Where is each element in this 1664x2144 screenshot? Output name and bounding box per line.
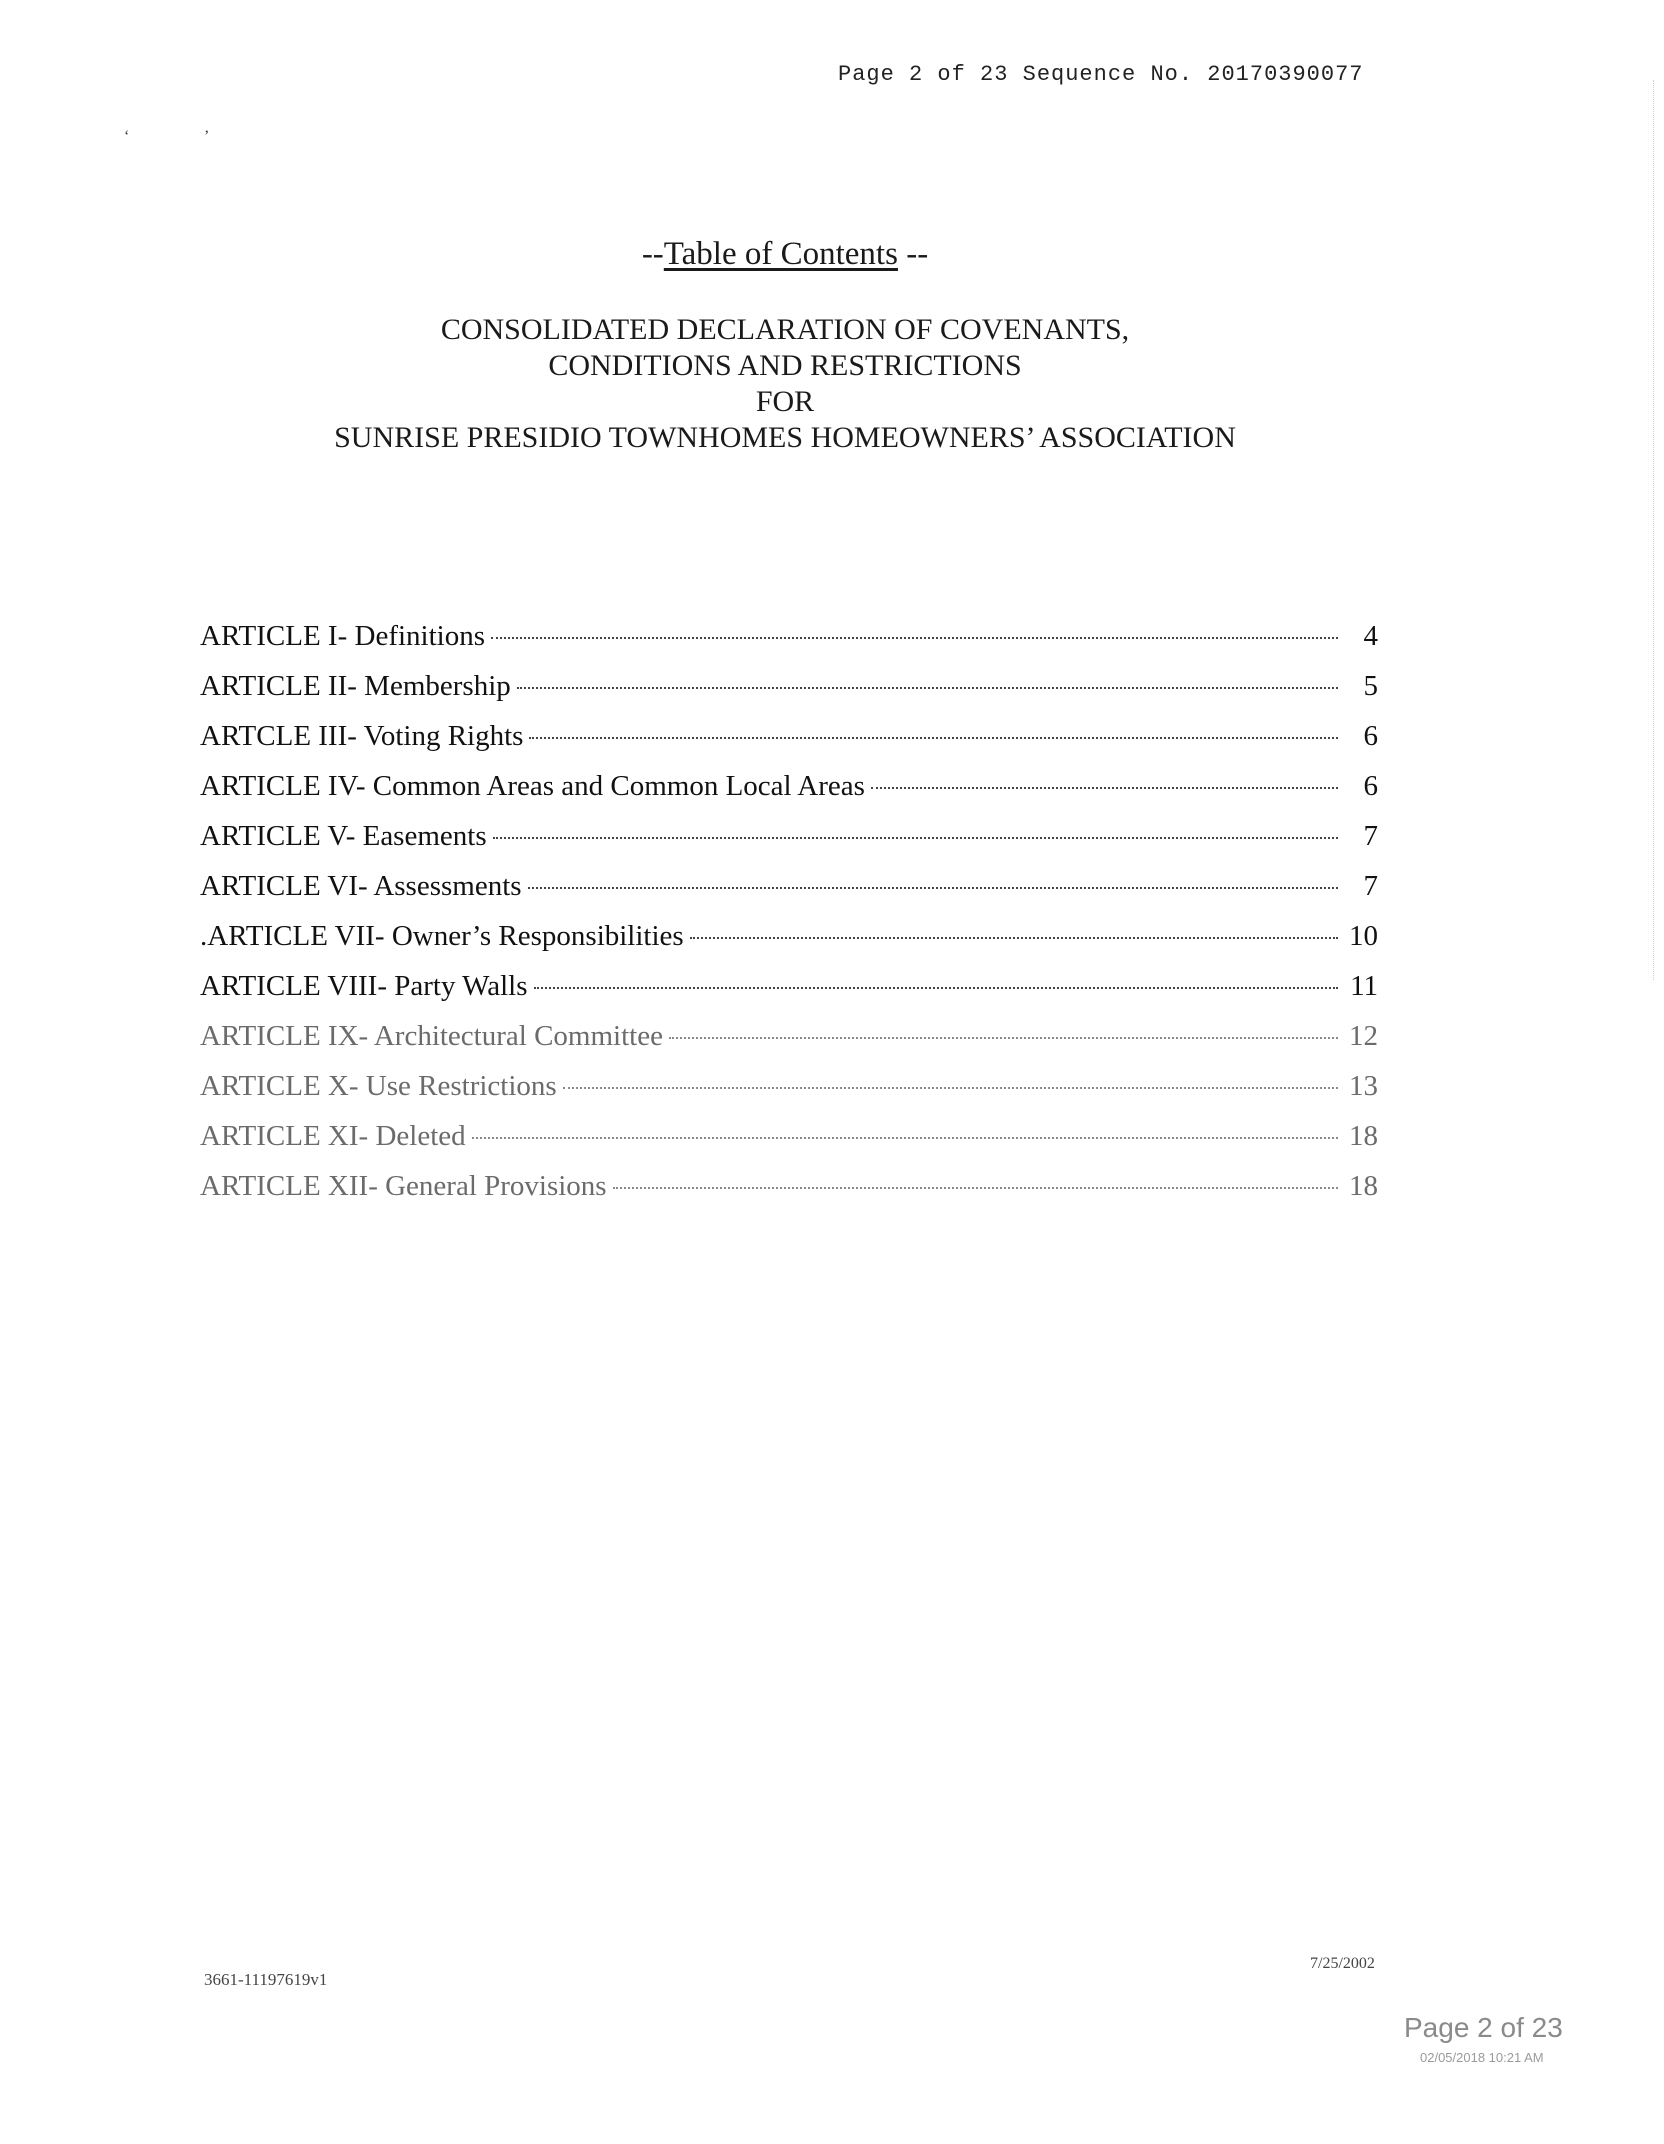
dot-leader (690, 937, 1338, 939)
title-line-4: SUNRISE PRESIDIO TOWNHOMES HOMEOWNERS’ ASSOCIATION (334, 421, 1236, 454)
toc-entry (200, 970, 1378, 1020)
toc-entry-page: 18 (1349, 1170, 1378, 1202)
dot-leader (669, 1037, 1338, 1039)
toc-heading (0, 236, 1570, 273)
toc-entry-label: ARTICLE IX- Architectural Committee (200, 1020, 663, 1052)
toc-entry-label: ARTICLE I- Definitions (200, 620, 485, 652)
scan-edge-marks (1651, 80, 1654, 980)
toc-entry-label: ARTCLE III- Voting Rights (200, 720, 524, 752)
toc-entry-page: 7 (1363, 870, 1378, 902)
toc-entry-page: 6 (1363, 770, 1378, 802)
toc-entry-page: 18 (1349, 1120, 1378, 1152)
toc-entry-label: ARTICLE VIII- Party Walls (200, 970, 528, 1002)
toc-entry (200, 770, 1378, 820)
dot-leader (871, 787, 1338, 789)
toc-heading-suffix: -- (897, 236, 929, 272)
toc-entry-label: ARTICLE II- Membership (200, 670, 511, 702)
document-id: 3661-11197619v1 (204, 1970, 328, 1989)
toc-entry-label: ARTICLE V- Easements (200, 820, 487, 852)
toc-entry-label: ARTICLE X- Use Restrictions (200, 1070, 557, 1102)
dot-leader (529, 737, 1338, 739)
toc-entry-page: 5 (1363, 670, 1378, 702)
toc-entry (200, 1170, 1378, 1220)
timestamp-stamp: 02/05/2018 10:21 AM (1420, 2050, 1544, 2065)
toc-entry-label: ARTICLE IV- Common Areas and Common Local Areas (200, 770, 865, 802)
scan-mark: ‘ (124, 128, 130, 145)
document-title (0, 312, 1570, 456)
toc-entry-label: ARTICLE XI- Deleted (200, 1120, 466, 1152)
toc-entry (200, 1120, 1378, 1170)
sequence-header: Page 2 of 23 Sequence No. 20170390077 (838, 62, 1364, 87)
toc-heading-text: Table of Contents (663, 236, 898, 272)
toc-heading-prefix: -- (641, 236, 664, 272)
toc-entry-label: ARTICLE XII- General Provisions (200, 1170, 607, 1202)
toc-entry (200, 670, 1378, 720)
toc-entry-label: .ARTICLE VII- Owner’s Responsibilities (200, 920, 684, 952)
toc-entry-label: ARTICLE VI- Assessments (200, 870, 522, 902)
dot-leader (563, 1087, 1338, 1089)
dot-leader (491, 637, 1338, 639)
toc-entry-page: 11 (1350, 970, 1378, 1002)
title-line-1: CONSOLIDATED DECLARATION OF COVENANTS, (440, 313, 1130, 346)
toc-entry (200, 820, 1378, 870)
toc-entry-page: 7 (1363, 820, 1378, 852)
toc-entry (200, 1070, 1378, 1120)
toc-entry (200, 1020, 1378, 1070)
dot-leader (472, 1137, 1338, 1139)
dot-leader (613, 1187, 1338, 1189)
dot-leader (493, 837, 1338, 839)
table-of-contents (200, 620, 1378, 1220)
toc-entry (200, 870, 1378, 920)
toc-entry (200, 620, 1378, 670)
page-stamp: Page 2 of 23 (1404, 2012, 1563, 2043)
dot-leader (528, 887, 1338, 889)
dot-leader (517, 687, 1338, 689)
toc-entry-page: 6 (1363, 720, 1378, 752)
dot-leader (534, 987, 1339, 989)
document-date: 7/25/2002 (1310, 1955, 1375, 1972)
toc-entry (200, 920, 1378, 970)
toc-entry-page: 12 (1349, 1020, 1378, 1052)
toc-entry-page: 10 (1349, 920, 1378, 952)
scan-mark: ’ (204, 128, 210, 145)
toc-entry-page: 13 (1349, 1070, 1378, 1102)
title-line-2: CONDITIONS AND RESTRICTIONS (548, 349, 1022, 382)
title-line-3: FOR (755, 385, 815, 418)
toc-entry-page: 4 (1363, 620, 1378, 652)
toc-entry (200, 720, 1378, 770)
